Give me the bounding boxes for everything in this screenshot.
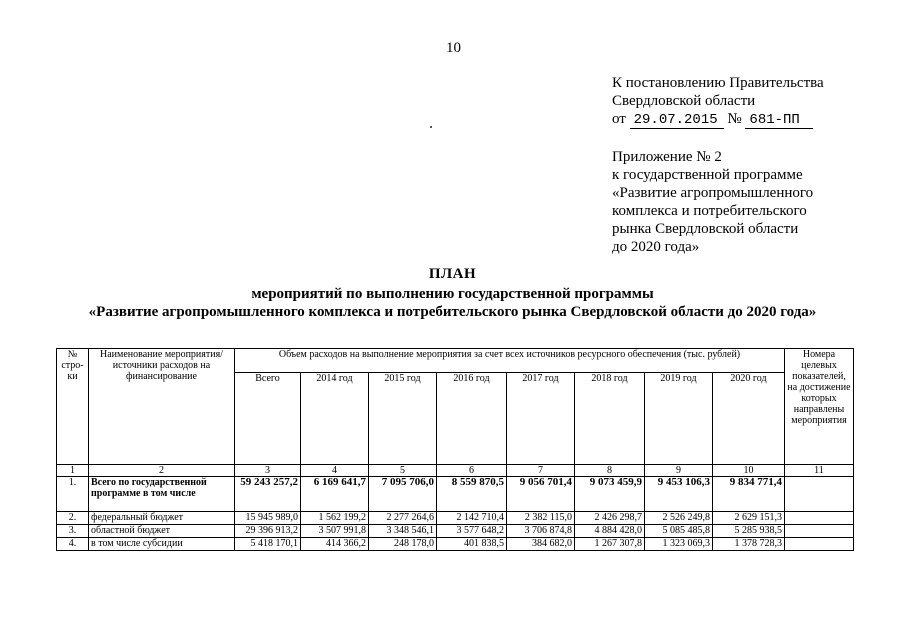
row-value: 3 507 991,8	[301, 525, 369, 538]
appendix-block	[612, 148, 813, 256]
column-number: 11	[785, 465, 854, 477]
plan-subtitle-1: мероприятий по выполнению государственной программы	[251, 286, 654, 302]
header-target-indicators: Номера целевых показателей, на достижение которых направлены мероприятия	[785, 349, 854, 465]
header-year: 2019 год	[645, 373, 713, 465]
approval-number: 681-ПП	[745, 113, 813, 129]
row-value: 3 577 648,2	[437, 525, 507, 538]
header-row-number: № стро-ки	[57, 349, 89, 465]
header-year: 2015 год	[369, 373, 437, 465]
row-value: 2 382 115,0	[507, 512, 575, 525]
row-number: 2.	[57, 512, 89, 525]
column-number: 6	[437, 465, 507, 477]
row-name: федеральный бюджет	[89, 512, 235, 525]
row-target	[785, 512, 854, 525]
row-value: 5 085 485,8	[645, 525, 713, 538]
column-number: 1	[57, 465, 89, 477]
row-value: 2 142 710,4	[437, 512, 507, 525]
row-value: 1 562 199,2	[301, 512, 369, 525]
row-value: 59 243 257,2	[235, 477, 301, 512]
row-value: 5 285 938,5	[713, 525, 785, 538]
row-target	[785, 477, 854, 512]
row-value: 2 629 151,3	[713, 512, 785, 525]
row-value: 2 277 264,6	[369, 512, 437, 525]
row-number: 4.	[57, 538, 89, 551]
row-value: 401 838,5	[437, 538, 507, 551]
row-value: 3 706 874,8	[507, 525, 575, 538]
plan-subtitle-2: «Развитие агропромышленного комплекса и потребительского рынка Свердловской области до 2020 года»	[88, 304, 817, 320]
header-year: 2018 год	[575, 373, 645, 465]
row-value: 1 267 307,8	[575, 538, 645, 551]
page-number: 10	[446, 40, 461, 56]
row-name: областной бюджет	[89, 525, 235, 538]
approval-line-2: Свердловской области	[612, 93, 756, 109]
row-value: 384 682,0	[507, 538, 575, 551]
table-row-total	[57, 477, 854, 512]
approval-date-line	[612, 110, 824, 129]
row-value: 6 169 641,7	[301, 477, 369, 512]
column-number: 7	[507, 465, 575, 477]
header-year: 2014 год	[301, 373, 369, 465]
row-number: 1.	[57, 477, 89, 512]
row-name: в том числе субсидии	[89, 538, 235, 551]
column-number-row	[57, 465, 854, 477]
plan-table	[56, 348, 854, 551]
column-number: 5	[369, 465, 437, 477]
column-number: 3	[235, 465, 301, 477]
row-target	[785, 538, 854, 551]
approval-date: 29.07.2015	[630, 113, 724, 129]
row-number: 3.	[57, 525, 89, 538]
header-total: Всего	[235, 373, 301, 465]
column-number: 2	[89, 465, 235, 477]
row-value: 8 559 870,5	[437, 477, 507, 512]
column-number: 10	[713, 465, 785, 477]
header-event-name: Наименование мероприятия/ источники расходов на финансирование	[89, 349, 235, 465]
approval-line-1: К постановлению Правительства	[612, 75, 824, 91]
row-name: Всего по государственной программе в том числе	[89, 477, 235, 512]
row-value: 9 834 771,4	[713, 477, 785, 512]
table-row	[57, 525, 854, 538]
approval-block	[612, 74, 824, 129]
appendix-line: «Развитие агропромышленного	[612, 185, 814, 201]
row-value: 9 453 106,3	[645, 477, 713, 512]
row-value: 2 426 298,7	[575, 512, 645, 525]
row-value: 9 073 459,9	[575, 477, 645, 512]
row-target	[785, 525, 854, 538]
row-value: 4 884 428,0	[575, 525, 645, 538]
approval-number-sign: №	[727, 111, 742, 127]
row-value: 5 418 170,1	[235, 538, 301, 551]
row-value: 248 178,0	[369, 538, 437, 551]
row-value: 9 056 701,4	[507, 477, 575, 512]
header-year: 2017 год	[507, 373, 575, 465]
speck-mark	[430, 126, 432, 128]
row-value: 2 526 249,8	[645, 512, 713, 525]
approval-from: от	[612, 111, 626, 127]
row-value: 3 348 546,1	[369, 525, 437, 538]
table-row	[57, 512, 854, 525]
appendix-line: комплекса и потребительского	[612, 203, 807, 219]
appendix-line: до 2020 года»	[612, 239, 700, 255]
column-number: 9	[645, 465, 713, 477]
header-volume-group: Объем расходов на выполнение мероприятия за счет всех источников ресурсного обеспечения (тыс. рублей)	[235, 349, 785, 373]
table-row	[57, 538, 854, 551]
header-year: 2016 год	[437, 373, 507, 465]
row-value: 7 095 706,0	[369, 477, 437, 512]
appendix-line: к государственной программе	[612, 167, 803, 183]
column-number: 4	[301, 465, 369, 477]
row-value: 15 945 989,0	[235, 512, 301, 525]
column-number: 8	[575, 465, 645, 477]
appendix-line: Приложение № 2	[612, 149, 722, 165]
plan-title: ПЛАН	[428, 266, 477, 282]
appendix-line: рынка Свердловской области	[612, 221, 799, 237]
row-value: 1 323 069,3	[645, 538, 713, 551]
row-value: 414 366,2	[301, 538, 369, 551]
header-year: 2020 год	[713, 373, 785, 465]
row-value: 1 378 728,3	[713, 538, 785, 551]
row-value: 29 396 913,2	[235, 525, 301, 538]
